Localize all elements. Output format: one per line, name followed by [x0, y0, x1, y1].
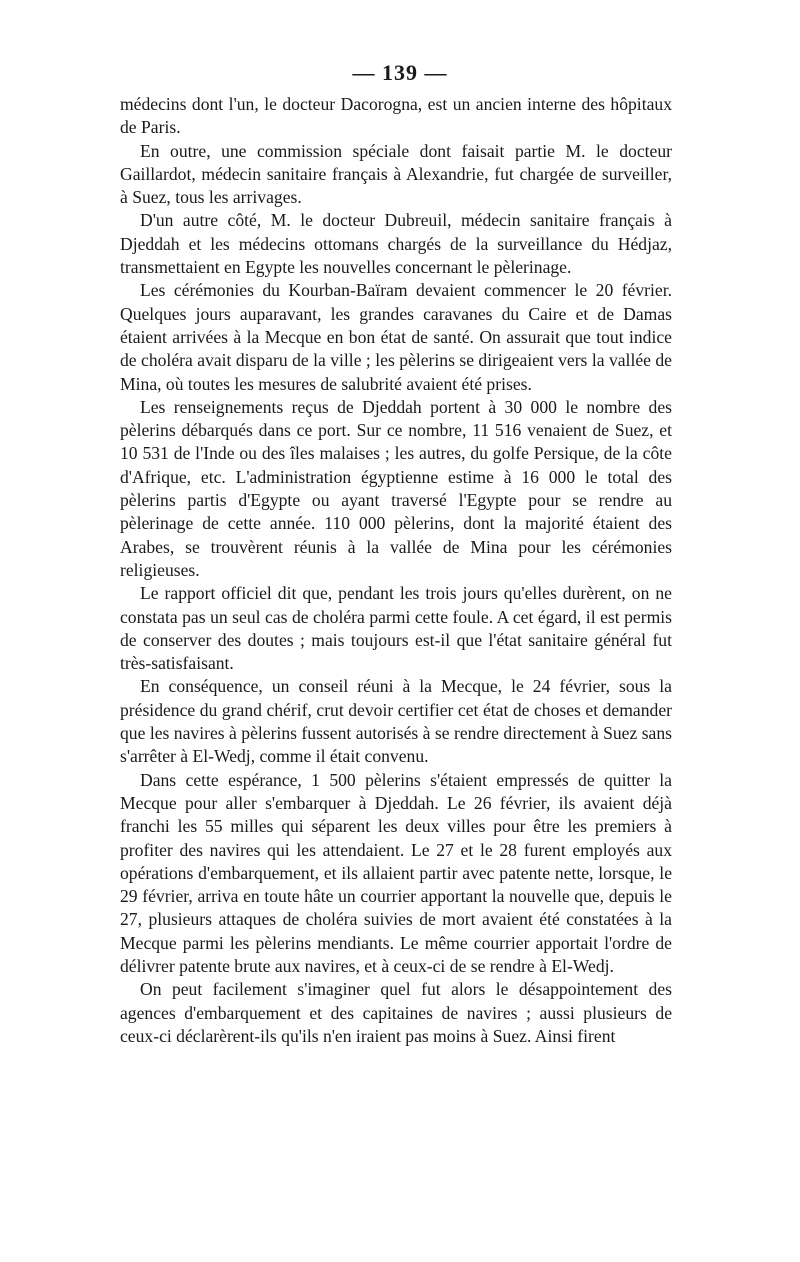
page-number: — 139 —: [352, 60, 448, 85]
paragraph-2: En outre, une commission spéciale dont faisait partie M. le docteur Gaillardot, médecin sanitaire français à Alexandrie, fut chargée de surveiller, à Suez, tous les arrivages.: [120, 140, 672, 208]
paragraph-4: Les cérémonies du Kourban-Baïram devaient commencer le 20 février. Quelques jours auparavant, les grandes caravanes du Caire et de Damas étaient arrivées à la Mecque en bon état de santé. On assurait que tout indice de choléra avait disparu de la ville ; les pèlerins se dirigeaient vers la vallée de Mina, où toutes les mesures de salubrité avaient été prises.: [120, 280, 672, 394]
paragraph-8: Dans cette espérance, 1 500 pèlerins s'étaient empressés de quitter la Mecque pour aller s'embarquer à Djeddah. Le 26 février, ils avaient déjà franchi les 55 milles qui séparent les deux villes pour être les premiers à profiter des navires qui les attendaient. Le 27 et le 28 furent employés aux opérations d'embarquement, et ils allaient partir avec patente nette, lorsque, le 29 février, arriva en toute hâte un courrier apportant la nouvelle que, depuis le 27, plusieurs attaques de choléra suivies de mort avaient été constatées à la Mecque parmi les pèlerins mendiants. Le même courrier apportait l'ordre de délivrer patente brute aux navires, et à ceux-ci de se rendre à El-Wedj.: [120, 769, 672, 976]
paragraph-1: médecins dont l'un, le docteur Dacorogna, est un ancien interne des hôpitaux de Paris.: [120, 94, 672, 138]
paragraph-6: Le rapport officiel dit que, pendant les trois jours qu'elles durèrent, on ne constata pas un seul cas de choléra parmi cette foule. A cet égard, il est permis de conserver des doutes ; mais toujours est-il que l'état sanitaire général fut très-satisfaisant.: [120, 583, 672, 674]
paragraph-3: D'un autre côté, M. le docteur Dubreuil, médecin sanitaire français à Djeddah et les médecins ottomans chargés de la surveillance du Hédjaz, transmettaient en Egypte les nouvelles concernant le pèlerinage.: [120, 210, 672, 278]
body-text: [120, 93, 672, 1048]
paragraph-7: En conséquence, un conseil réuni à la Mecque, le 24 février, sous la présidence du grand chérif, crut devoir certifier cet état de choses et demander que les navires à pèlerins fussent autorisés à se rendre directement à Suez sans s'arrêter à El-Wedj, comme il était convenu.: [120, 676, 672, 767]
paragraph-9: On peut facilement s'imaginer quel fut alors le désappointement des agences d'embarquement et des capitaines de navires ; aussi plusieurs de ceux-ci déclarèrent-ils qu'ils n'en iraient pas moins à Suez. Ainsi firent: [120, 979, 672, 1046]
paragraph-5: Les renseignements reçus de Djeddah portent à 30 000 le nombre des pèlerins débarqués dans ce port. Sur ce nombre, 11 516 venaient de Suez, et 10 531 de l'Inde ou des îles malaises ; les autres, du golfe Persique, de la côte d'Afrique, etc. L'administration égyptienne estime à 16 000 le total des pèlerins partis d'Egypte ou ayant traversé l'Egypte pour se rendre au pèlerinage de cette année. 110 000 pèlerins, dont la majorité étaient des Arabes, se trouvèrent réunis à la vallée de Mina pour les cérémonies religieuses.: [120, 396, 672, 580]
